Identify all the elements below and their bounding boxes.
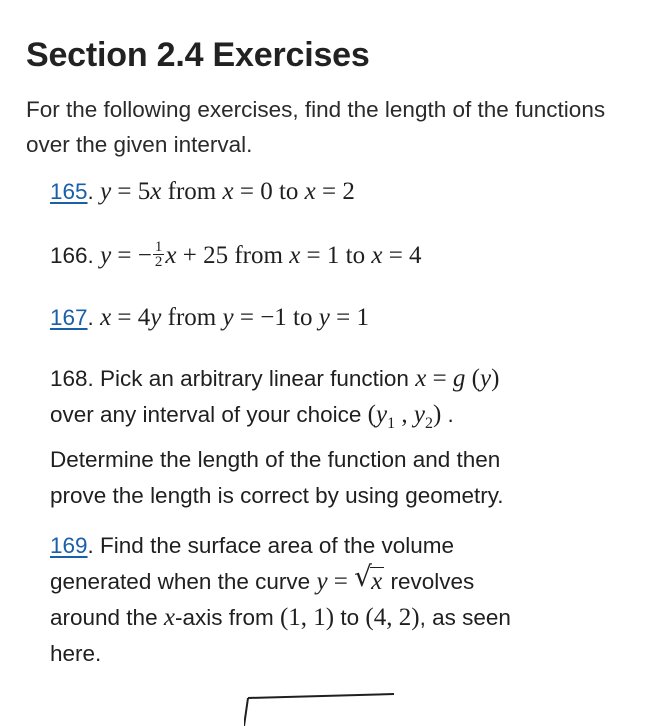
exercise-165-link[interactable]: 165 <box>50 179 88 204</box>
exercise-168-number: 168 <box>50 366 88 391</box>
section-title: Section 2.4 Exercises <box>26 36 370 74</box>
intro-text: For the following exercises, find the length of the functions over the given interval. <box>26 97 606 157</box>
exercise-166-math: y = − $\frac{1}{2}$ x + 25 from x = 1 to x = 4 <box>100 238 422 270</box>
exercise-166-number: 166 <box>50 243 88 268</box>
exercise-168: 168. Pick an arbitrary linear function x = g (y) over any interval of your choice ($y_1$ , $y_2$) . Determine the length of the function and then prove the length is correct by using geometry. <box>50 365 504 508</box>
sqrt-x: √ x <box>354 560 383 595</box>
surface-figure-partial <box>244 686 394 726</box>
exercise-167: 167. x = 4y from y = −1 to y = 1 <box>50 304 369 331</box>
one-half-fraction: $\frac{1}{2}$ <box>154 238 163 270</box>
exercise-167-link[interactable]: 167 <box>50 305 88 330</box>
exercise-169: 169. Find the surface area of the volume generated when the curve y = √ x revolves around the x-axis from (1, 1) to (4, 2), as seen here. <box>50 533 511 666</box>
exercise-167-math: x = 4y from y = −1 to y = 1 <box>100 304 369 331</box>
exercise-165-math: y = 5x from x = 0 to x = 2 <box>100 178 355 205</box>
exercise-169-link[interactable]: 169 <box>50 533 88 558</box>
exercise-166: 166. y = − $\frac{1}{2}$ x + 25 from x = 1 to x = 4 <box>50 238 422 270</box>
exercise-165: 165. y = 5x from x = 0 to x = 2 <box>50 178 355 205</box>
